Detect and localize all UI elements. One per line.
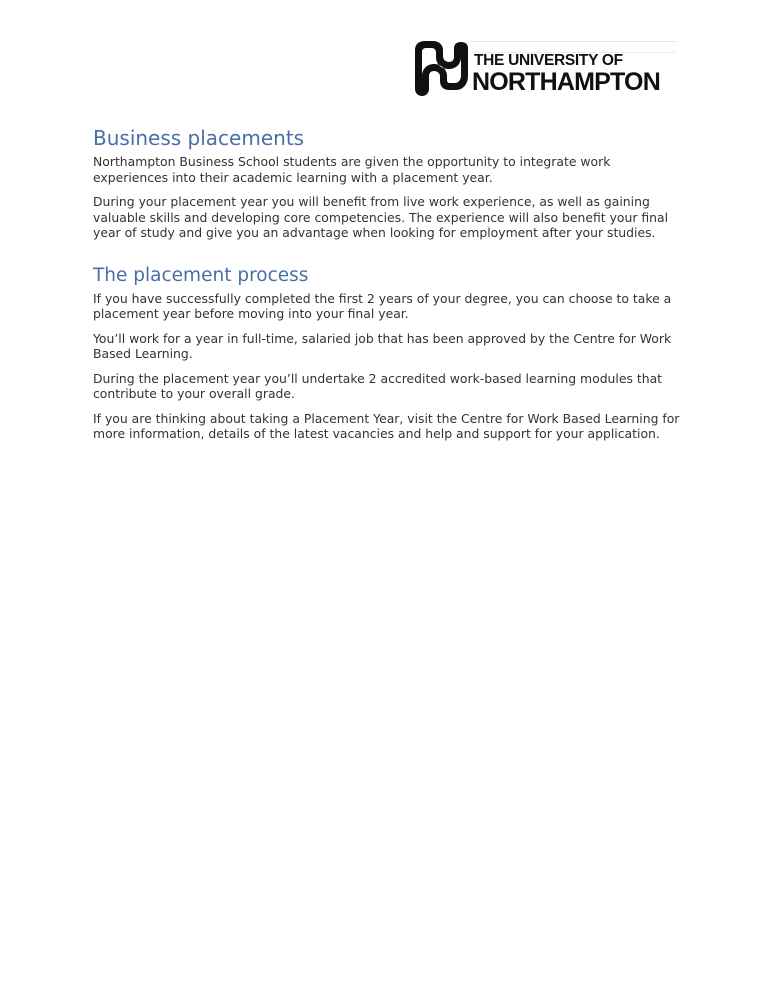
logo-rule-top — [470, 41, 676, 42]
paragraph: You’ll work for a year in full-time, salaried job that has been approved by the Centre for Work Based Learning. — [93, 330, 672, 361]
logo-text-line1: THE UNIVERSITY OF — [474, 52, 623, 69]
paragraph: If you are thinking about taking a Placement Year, visit the Centre for Work Based Learning for more information, details of the latest vacancies and help and support for your application. — [93, 410, 680, 441]
paragraph: Northampton Business School students are given the opportunity to integrate work experiences into their academic learning with a placement year. — [93, 154, 611, 185]
section-placement-process — [93, 263, 683, 442]
document-body — [93, 124, 683, 451]
paragraph: During your placement year you will benefit from live work experience, as well as gaining valuable skills and developing core competencies. The experience will also benefit your final year of study and give you an advantage when looking for employment after your studies. — [93, 194, 669, 240]
heading-business-placements: Business placements — [93, 126, 305, 150]
logo-text-line2: NORTHAMPTON — [472, 68, 660, 96]
section-business-placements — [93, 124, 683, 241]
paragraph: During the placement year you’ll undertake 2 accredited work-based learning modules that contribute to your overall grade. — [93, 370, 663, 401]
paragraph: If you have successfully completed the first 2 years of your degree, you can choose to take a placement year before moving into your final year. — [93, 290, 672, 321]
heading-placement-process: The placement process — [93, 264, 309, 286]
